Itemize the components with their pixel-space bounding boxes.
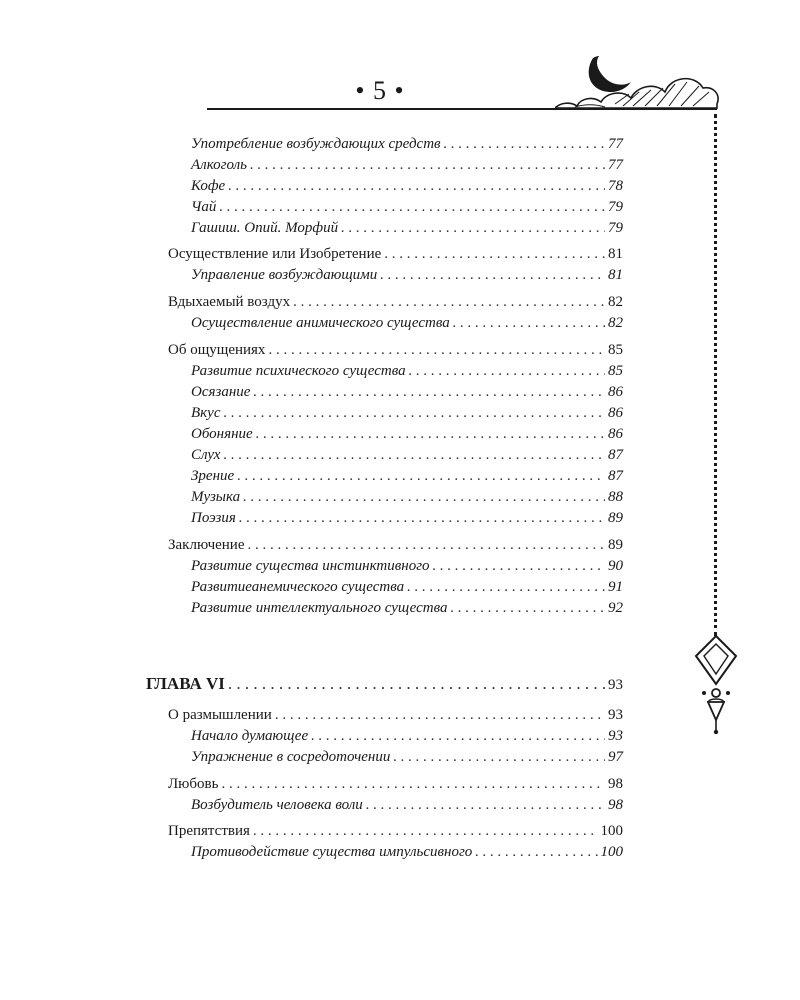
toc-entry-title: Упражнение в сосредоточении bbox=[191, 749, 391, 765]
toc-chapter-entry bbox=[146, 674, 623, 695]
toc-entry-title: Противодействие существа импульсивного bbox=[191, 844, 473, 860]
toc-entry-title: Начало думающее bbox=[191, 728, 309, 744]
toc-chapter-title: ГЛАВА VI bbox=[146, 674, 225, 693]
toc-entry bbox=[191, 598, 623, 618]
leader-dots bbox=[221, 774, 605, 794]
toc-entry-page: 97 bbox=[608, 749, 623, 765]
toc-entry bbox=[191, 134, 623, 154]
leader-dots bbox=[407, 577, 605, 597]
toc-entry-title: Вдыхаемый воздух bbox=[168, 294, 291, 310]
toc-entry bbox=[191, 218, 623, 238]
toc-entry bbox=[191, 726, 623, 746]
toc-entry-title: Развитие психического существа bbox=[191, 363, 406, 379]
leader-dots bbox=[409, 361, 605, 381]
toc-entry-page: 86 bbox=[608, 405, 623, 421]
leader-dots bbox=[256, 424, 605, 444]
toc-entry-title: Возбудитель человека воли bbox=[191, 797, 363, 813]
toc-entry bbox=[191, 487, 623, 507]
toc-entry-page: 87 bbox=[608, 447, 623, 463]
toc-entry-page: 87 bbox=[608, 468, 623, 484]
toc-entry-page: 77 bbox=[608, 157, 623, 173]
toc-entry-page: 88 bbox=[608, 489, 623, 505]
toc-entry bbox=[191, 842, 623, 862]
toc-entry-page: 85 bbox=[608, 363, 623, 379]
leader-dots bbox=[450, 598, 605, 618]
leader-dots bbox=[253, 821, 598, 841]
toc-entry-page: 91 bbox=[608, 579, 623, 595]
leader-dots bbox=[219, 197, 605, 217]
toc-entry-title: Развитиеанемического существа bbox=[191, 579, 405, 595]
toc-entry-page: 82 bbox=[608, 315, 623, 331]
toc-entry-page: 100 bbox=[600, 823, 623, 839]
toc-entry-page: 93 bbox=[608, 707, 623, 723]
leader-dots bbox=[380, 265, 605, 285]
leader-dots bbox=[243, 487, 605, 507]
toc-entry-title: Осуществление или Изобретение bbox=[168, 246, 382, 262]
toc-entry-title: Заключение bbox=[168, 537, 245, 553]
toc-entry-title: Любовь bbox=[168, 776, 219, 792]
toc-entry-page: 90 bbox=[608, 558, 623, 574]
toc-entry-title: Алкоголь bbox=[191, 157, 247, 173]
leader-dots bbox=[250, 155, 605, 175]
toc-entry-title: Поэзия bbox=[191, 510, 236, 526]
toc-entry bbox=[191, 176, 623, 196]
leader-dots bbox=[275, 705, 605, 725]
toc-entry-title: Препятствия bbox=[168, 823, 250, 839]
toc-entry bbox=[191, 747, 623, 767]
leader-dots bbox=[268, 340, 605, 360]
toc-entry-title: Обоняние bbox=[191, 426, 253, 442]
toc-section-entry bbox=[168, 244, 623, 264]
toc-section-entry bbox=[168, 340, 623, 360]
leader-dots bbox=[444, 134, 605, 154]
leader-dots bbox=[433, 556, 605, 576]
leader-dots bbox=[223, 445, 605, 465]
leader-dots bbox=[237, 466, 605, 486]
leader-dots bbox=[475, 842, 597, 862]
toc-entry-title: Слух bbox=[191, 447, 221, 463]
toc-entry-page: 98 bbox=[608, 776, 623, 792]
toc-entry-title: Чай bbox=[191, 199, 217, 215]
toc-entry-page: 98 bbox=[608, 797, 623, 813]
toc-entry bbox=[191, 382, 623, 402]
toc-entry bbox=[191, 361, 623, 381]
toc-entry-page: 77 bbox=[608, 136, 623, 152]
leader-dots bbox=[228, 176, 605, 196]
toc-entry-title: Кофе bbox=[191, 178, 226, 194]
toc-entry-title: Развитие интеллектуального существа bbox=[191, 600, 448, 616]
toc-entry bbox=[191, 403, 623, 423]
leader-dots bbox=[311, 726, 605, 746]
toc-entry bbox=[191, 508, 623, 528]
toc-entry-title: Употребление возбуждающих средств bbox=[191, 136, 441, 152]
toc-entry-page: 100 bbox=[600, 844, 623, 860]
toc-entry-title: Зрение bbox=[191, 468, 235, 484]
toc-entry bbox=[191, 577, 623, 597]
leader-dots bbox=[239, 508, 605, 528]
toc-entry-page: 79 bbox=[608, 199, 623, 215]
toc-entry-page: 79 bbox=[608, 220, 623, 236]
toc-entry-page: 78 bbox=[608, 178, 623, 194]
toc-entry-title: Управление возбуждающими bbox=[191, 267, 378, 283]
toc-entry-page: 85 bbox=[608, 342, 623, 358]
toc-section-entry bbox=[168, 774, 623, 794]
toc-entry bbox=[191, 313, 623, 333]
leader-dots bbox=[453, 313, 605, 333]
leader-dots bbox=[224, 403, 606, 423]
toc-entry bbox=[191, 155, 623, 175]
toc-entry bbox=[191, 466, 623, 486]
toc-entry-title: Гашиш. Опий. Морфий bbox=[191, 220, 339, 236]
leader-dots bbox=[228, 674, 605, 694]
toc-entry-page: 86 bbox=[608, 384, 623, 400]
toc-entry-page: 92 bbox=[608, 600, 623, 616]
toc-entry bbox=[191, 197, 623, 217]
toc-entry-title: Музыка bbox=[191, 489, 241, 505]
leader-dots bbox=[253, 382, 605, 402]
toc-entry-page: 93 bbox=[608, 677, 623, 693]
leader-dots bbox=[248, 535, 606, 555]
leader-dots bbox=[393, 747, 605, 767]
leader-dots bbox=[293, 292, 605, 312]
toc-entry-page: 89 bbox=[608, 537, 623, 553]
leader-dots bbox=[384, 244, 605, 264]
toc-section-entry bbox=[168, 292, 623, 312]
toc-entry bbox=[191, 424, 623, 444]
toc-section-entry bbox=[168, 821, 623, 841]
toc-entry-page: 93 bbox=[608, 728, 623, 744]
leader-dots bbox=[341, 218, 605, 238]
toc-entry-title: Об ощущениях bbox=[168, 342, 266, 358]
toc-entry-title: Развитие существа инстинктивного bbox=[191, 558, 430, 574]
toc-section-entry bbox=[168, 535, 623, 555]
toc-entry-page: 81 bbox=[608, 246, 623, 262]
toc-entry-page: 81 bbox=[608, 267, 623, 283]
toc-entry-page: 82 bbox=[608, 294, 623, 310]
toc-entry bbox=[191, 556, 623, 576]
toc-entry-page: 86 bbox=[608, 426, 623, 442]
toc-entry bbox=[191, 265, 623, 285]
toc-entry-title: Осязание bbox=[191, 384, 251, 400]
leader-dots bbox=[366, 795, 605, 815]
toc-entry bbox=[191, 445, 623, 465]
page-number: • 5 • bbox=[355, 76, 405, 105]
toc-entry-page: 89 bbox=[608, 510, 623, 526]
toc-entry-title: О размышлении bbox=[168, 707, 272, 723]
toc-entry bbox=[191, 795, 623, 815]
toc-entry-title: Вкус bbox=[191, 405, 221, 421]
toc-entry-title: Осуществление анимического существа bbox=[191, 315, 450, 331]
toc-section-entry bbox=[168, 705, 623, 725]
